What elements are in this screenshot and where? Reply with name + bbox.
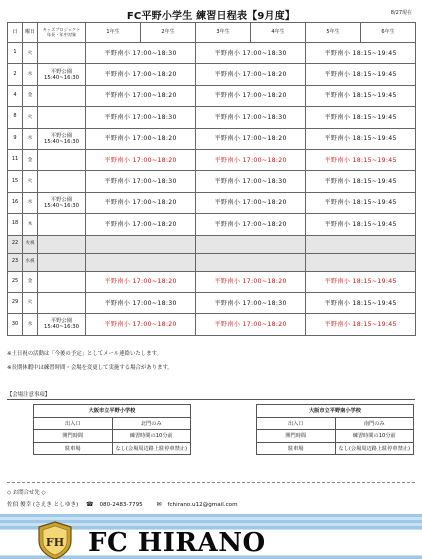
- phone-icon: ☎: [86, 501, 94, 508]
- weekday-cell: 火: [23, 107, 38, 128]
- grade-3-4-cell: 平野南小 17:00~18:20: [196, 85, 306, 106]
- date-cell: 8: [8, 107, 23, 128]
- grade-3-4-cell: 平野南小 17:00~18:20: [196, 214, 306, 235]
- grade-1-2-cell: [86, 253, 196, 271]
- date-cell: 1: [8, 43, 23, 64]
- kids-project-cell: 平野公園 15:40~16:30: [38, 192, 86, 213]
- grade-5-6-cell: [306, 235, 416, 253]
- table-row: [8, 235, 416, 253]
- note-holiday: ※長期休暇中は練習時間・会場を変更して実施する場合があります。: [7, 365, 173, 371]
- venue-label: 出入口: [34, 417, 113, 430]
- table-row: [8, 128, 416, 149]
- venue-label: 開門時間: [34, 430, 113, 443]
- kids-project-cell: [38, 292, 86, 313]
- kids-project-cell: [38, 85, 86, 106]
- kids-project-cell: [38, 171, 86, 192]
- column-header: 4年生: [251, 23, 306, 43]
- grade-5-6-cell: 平野南小 18:15~19:45: [306, 271, 416, 292]
- venue-value: なし(会場周辺路上駐停車禁止): [112, 442, 191, 455]
- venue-label: 出入口: [257, 417, 336, 430]
- column-header: 1年生: [86, 23, 141, 43]
- venue-value: 練習時間の10分前: [335, 430, 414, 443]
- kids-project-cell: [38, 235, 86, 253]
- weekday-cell: 水: [23, 64, 38, 85]
- table-row: [8, 149, 416, 170]
- column-header: 曜日: [23, 23, 38, 43]
- table-row: [8, 64, 416, 85]
- venue-value: 練習時間の10分前: [112, 430, 191, 443]
- club-crest-icon: [34, 519, 76, 559]
- note-weekend: ※土日祝の活動は「今後の予定」としてメール連絡いたします。: [7, 351, 162, 357]
- contact-name: 佐伯 俊幸 (さえき としゆき): [7, 502, 79, 508]
- grade-3-4-cell: [196, 253, 306, 271]
- date-cell: 30: [8, 314, 23, 335]
- date-cell: 29: [8, 292, 23, 313]
- weekday-cell: 火祝: [23, 235, 38, 253]
- date-cell: 2: [8, 64, 23, 85]
- kids-project-cell: [38, 43, 86, 64]
- grade-3-4-cell: 平野南小 17:00~18:30: [196, 107, 306, 128]
- table-row: [8, 85, 416, 106]
- grade-1-2-cell: 平野南小 17:00~18:20: [86, 314, 196, 335]
- venue-label: 駐車場: [34, 442, 113, 455]
- grade-5-6-cell: 平野南小 18:15~19:45: [306, 128, 416, 149]
- grade-1-2-cell: 平野南小 17:00~18:30: [86, 292, 196, 313]
- weekday-cell: 金: [23, 149, 38, 170]
- grade-1-2-cell: 平野南小 17:00~18:30: [86, 43, 196, 64]
- contact-info: [7, 500, 250, 508]
- date-cell: 15: [8, 171, 23, 192]
- date-cell: 25: [8, 271, 23, 292]
- grade-3-4-cell: [196, 235, 306, 253]
- grade-5-6-cell: [306, 253, 416, 271]
- grade-1-2-cell: 平野南小 17:00~18:20: [86, 128, 196, 149]
- venue-table-hirano-minami: [256, 404, 414, 455]
- page-title: FC平野小学生 練習日程表【9月度】: [126, 11, 296, 22]
- grade-1-2-cell: 平野南小 17:00~18:20: [86, 85, 196, 106]
- grade-1-2-cell: 平野南小 17:00~18:20: [86, 192, 196, 213]
- column-header: 5年生: [306, 23, 361, 43]
- kids-project-cell: 平野公園 15:40~16:30: [38, 64, 86, 85]
- table-row: [8, 107, 416, 128]
- weekday-cell: 火: [23, 171, 38, 192]
- contact-phone[interactable]: 080-2483-7795: [99, 502, 143, 508]
- kids-project-cell: [38, 271, 86, 292]
- date-cell: 4: [8, 85, 23, 106]
- venue-name: 大阪市立平野小学校: [34, 405, 191, 418]
- column-header: 2年生: [141, 23, 196, 43]
- kids-project-cell: [38, 253, 86, 271]
- venue-label: 駐車場: [257, 442, 336, 455]
- contact-title: ◇ お問合せ先 ◇: [7, 490, 46, 496]
- banner-text: FC HIRANO: [88, 528, 266, 558]
- table-row: [8, 271, 416, 292]
- grade-3-4-cell: 平野南小 17:00~18:20: [196, 149, 306, 170]
- column-header: 日: [8, 23, 23, 43]
- contact-email[interactable]: fchirano.u12@gmail.com: [167, 502, 238, 508]
- table-row: [8, 253, 416, 271]
- venue-table-hirano: [33, 404, 191, 455]
- weekday-cell: 水: [23, 314, 38, 335]
- date-cell: 11: [8, 149, 23, 170]
- table-row: [8, 214, 416, 235]
- grade-3-4-cell: 平野南小 17:00~18:20: [196, 128, 306, 149]
- mail-icon: ✉: [156, 501, 162, 508]
- table-row: [8, 192, 416, 213]
- grade-1-2-cell: 平野南小 17:00~18:20: [86, 214, 196, 235]
- grade-3-4-cell: 平野南小 17:00~18:30: [196, 43, 306, 64]
- grade-3-4-cell: 平野南小 17:00~18:20: [196, 192, 306, 213]
- table-row: [8, 292, 416, 313]
- venue-value: 南門のみ: [335, 417, 414, 430]
- column-header: キッズプロジェクト 年長・年中対象: [38, 23, 86, 43]
- grade-5-6-cell: 平野南小 18:15~19:45: [306, 314, 416, 335]
- weekday-cell: 金: [23, 85, 38, 106]
- date-cell: 23: [8, 253, 23, 271]
- crest-letters: FH: [45, 536, 65, 549]
- table-header-row: [8, 23, 416, 43]
- kids-project-cell: 平野公園 15:40~16:30: [38, 128, 86, 149]
- column-header: 3年生: [196, 23, 251, 43]
- weekday-cell: 木: [23, 214, 38, 235]
- grade-3-4-cell: 平野南小 17:00~18:30: [196, 292, 306, 313]
- grade-5-6-cell: 平野南小 18:15~19:45: [306, 214, 416, 235]
- grade-5-6-cell: 平野南小 18:15~19:45: [306, 292, 416, 313]
- grade-1-2-cell: 平野南小 17:00~18:20: [86, 149, 196, 170]
- venue-value: 北門のみ: [112, 417, 191, 430]
- kids-project-cell: 平野公園 15:40~16:30: [38, 314, 86, 335]
- grade-1-2-cell: [86, 235, 196, 253]
- venue-label: 開門時間: [257, 430, 336, 443]
- grade-5-6-cell: 平野南小 18:15~19:45: [306, 192, 416, 213]
- date-cell: 22: [8, 235, 23, 253]
- as-of-date: 8/27現在: [390, 10, 412, 16]
- table-row: [8, 171, 416, 192]
- grade-3-4-cell: 平野南小 17:00~18:30: [196, 171, 306, 192]
- grade-1-2-cell: 平野南小 17:00~18:30: [86, 171, 196, 192]
- table-row: [8, 314, 416, 335]
- grade-5-6-cell: 平野南小 18:15~19:45: [306, 43, 416, 64]
- grade-3-4-cell: 平野南小 17:00~18:20: [196, 314, 306, 335]
- grade-3-4-cell: 平野南小 17:00~18:20: [196, 64, 306, 85]
- grade-5-6-cell: 平野南小 18:15~19:45: [306, 85, 416, 106]
- weekday-cell: 水: [23, 192, 38, 213]
- grade-5-6-cell: 平野南小 18:15~19:45: [306, 64, 416, 85]
- divider: [7, 399, 415, 400]
- grade-1-2-cell: 平野南小 17:00~18:20: [86, 64, 196, 85]
- weekday-cell: 水祝: [23, 253, 38, 271]
- grade-5-6-cell: 平野南小 18:15~19:45: [306, 149, 416, 170]
- grade-3-4-cell: 平野南小 17:00~18:20: [196, 271, 306, 292]
- venue-value: なし(会場周辺路上駐停車禁止): [335, 442, 414, 455]
- weekday-cell: 火: [23, 292, 38, 313]
- notes: [7, 347, 173, 375]
- schedule-table: [7, 22, 416, 336]
- column-header: 6年生: [361, 23, 416, 43]
- date-cell: 18: [8, 214, 23, 235]
- table-row: [8, 43, 416, 64]
- grade-1-2-cell: 平野南小 17:00~18:30: [86, 107, 196, 128]
- weekday-cell: 火: [23, 43, 38, 64]
- date-cell: 9: [8, 128, 23, 149]
- venue-section-title: 【会場注意事項】: [7, 392, 51, 398]
- venue-name: 大阪市立平野南小学校: [257, 405, 414, 418]
- kids-project-cell: [38, 214, 86, 235]
- divider: [7, 482, 415, 483]
- grade-5-6-cell: 平野南小 18:15~19:45: [306, 171, 416, 192]
- weekday-cell: 水: [23, 128, 38, 149]
- grade-1-2-cell: 平野南小 17:00~18:20: [86, 271, 196, 292]
- weekday-cell: 金: [23, 271, 38, 292]
- kids-project-cell: [38, 149, 86, 170]
- grade-5-6-cell: 平野南小 18:15~19:45: [306, 107, 416, 128]
- club-banner: [0, 514, 422, 559]
- date-cell: 16: [8, 192, 23, 213]
- kids-project-cell: [38, 107, 86, 128]
